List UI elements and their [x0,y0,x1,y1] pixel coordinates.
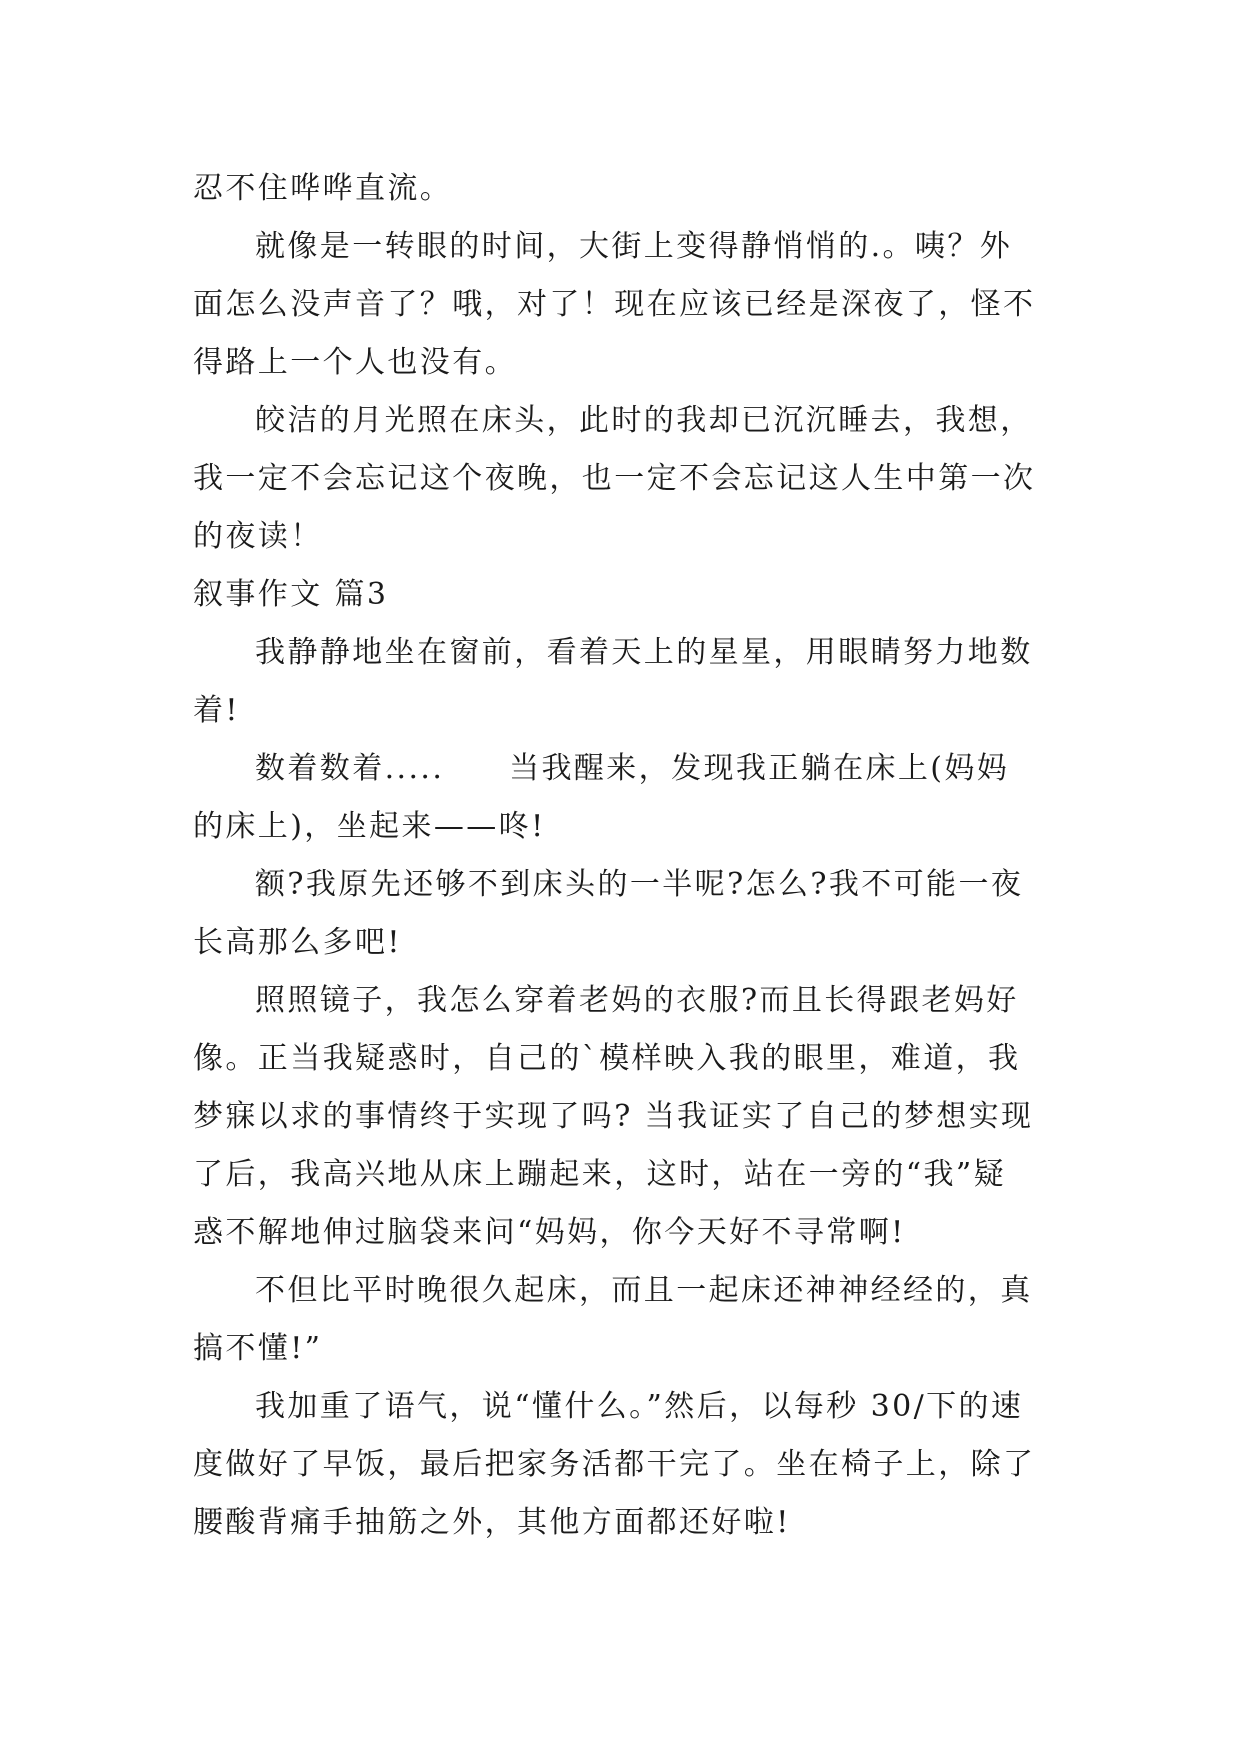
text-line: 搞不懂!” [193,1331,323,1366]
text-line: 面怎么没声音了？哦，对了！现在应该已经是深夜了，怪不 [193,287,1036,322]
text-line: 长高那么多吧! [193,925,402,960]
text-line: 忍不住哗哗直流。 [193,171,453,206]
text-line: 着! [193,693,240,728]
text-line: 度做好了早饭，最后把家务活都干完了。坐在椅子上，除了 [193,1447,1036,1482]
text-line: 我静静地坐在窗前，看着天上的星星，用眼睛努力地数 [255,635,1033,670]
text-line: 不但比平时晚很久起床，而且一起床还神神经经的，真 [255,1273,1033,1308]
text-line: 的夜读！ [193,519,323,554]
text-line: 我加重了语气，说“懂什么。”然后，以每秒 30/下的速 [255,1389,1024,1424]
text-line: 我一定不会忘记这个夜晚，也一定不会忘记这人生中第一次 [193,461,1036,496]
text-line: 额?我原先还够不到床头的一半呢?怎么?我不可能一夜 [255,867,1024,902]
document-body [193,160,1053,1552]
text-line: 梦寐以求的事情终于实现了吗? 当我证实了自己的梦想实现 [193,1099,1034,1134]
text-line: 得路上一个人也没有。 [193,345,517,380]
text-line: 就像是一转眼的时间，大街上变得静悄悄的.。咦？外 [255,229,1013,264]
section-heading: 叙事作文 篇3 [193,577,389,612]
text-line: 了后，我高兴地从床上蹦起来，这时，站在一旁的“我”疑 [193,1157,1007,1192]
text-line: 腰酸背痛手抽筋之外，其他方面都还好啦! [193,1505,791,1540]
text-line: 像。正当我疑惑时，自己的`模样映入我的眼里，难道，我 [193,1041,1021,1076]
text-line: 皎洁的月光照在床头，此时的我却已沉沉睡去，我想， [255,403,1033,438]
text-line: 照照镜子，我怎么穿着老妈的衣服?而且长得跟老妈好 [255,983,1019,1018]
text-line: 惑不解地伸过脑袋来问“妈妈，你今天好不寻常啊! [193,1215,906,1250]
text-line: 的床上)，坐起来——咚! [193,809,546,844]
text-line: 数着数着..... 当我醒来，发现我正躺在床上(妈妈 [255,751,1010,786]
